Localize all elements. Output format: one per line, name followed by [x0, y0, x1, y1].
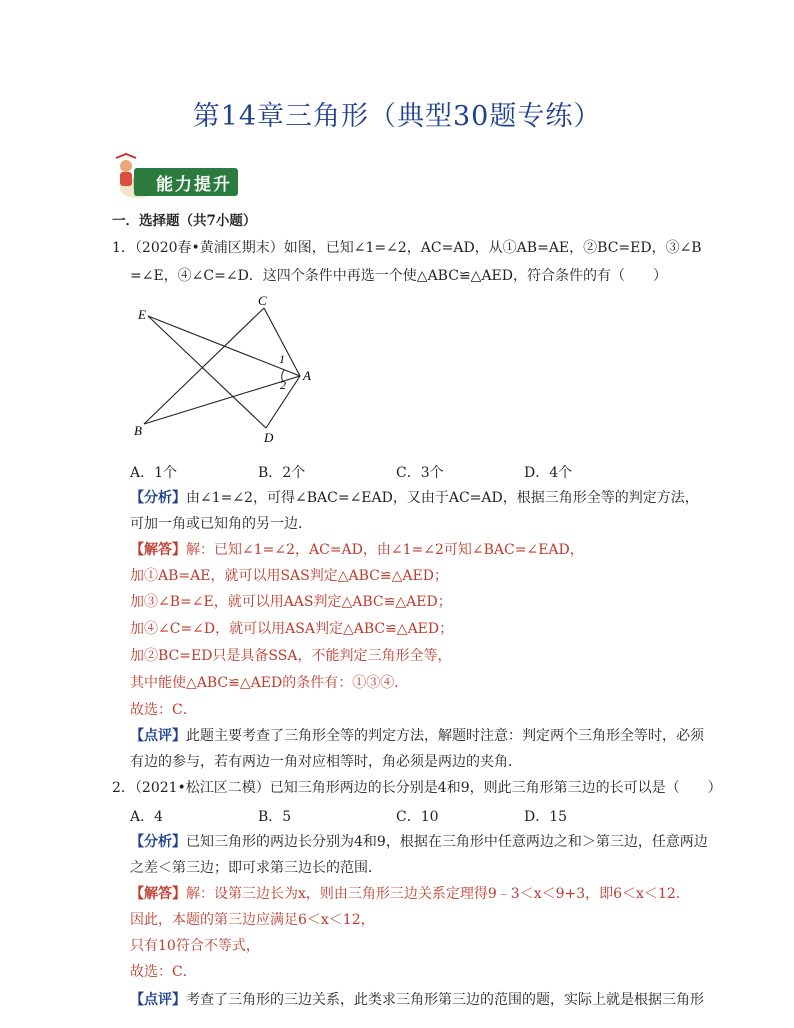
label-D: D [264, 430, 274, 445]
label-angle2: 2 [280, 378, 286, 392]
q2-option-a: A．4 [130, 809, 164, 825]
q1-analysis-line1: 【分析】由∠1=∠2，可得∠BAC=∠EAD，又由于AC=AD，根据三角形全等的判定方法， [130, 490, 699, 506]
q1-stem-line1: 1．（2020春•黄浦区期末）如图，已知∠1=∠2，AC=AD，从①AB=AE，②BC=ED，③∠B [112, 240, 702, 256]
analysis-tag: 【分析】 [130, 490, 186, 506]
q2-option-d: D．15 [524, 809, 568, 825]
q2-analysis-line1: 【分析】已知三角形的两边长分别为4和9，根据在三角形中任意两边之和＞第三边，任意两边 [130, 834, 708, 850]
badge-label: 能力提升 [156, 175, 232, 195]
q1-option-a: A．1个 [130, 465, 178, 481]
label-C: C [258, 293, 267, 308]
q1-option-c: C．3个 [396, 465, 444, 481]
comment-tag: 【点评】 [130, 728, 186, 744]
label-B: B [134, 423, 142, 438]
analysis-tag: 【分析】 [130, 834, 186, 850]
q2-answer-line1: 【解答】解：设第三边长为x，则由三角形三边关系定理得9﹣3＜x＜9+3，即6＜x＜12． [130, 886, 690, 902]
document-title: 第14章三角形（典型30题专练） [192, 101, 602, 132]
q2-stem: 2．（2021•松江区二模）已知三角形两边的长分别是4和9，则此三角形第三边的长可以是（ ） [112, 780, 722, 796]
q2-comment-line1: 【点评】考查了三角形的三边关系，此类求三角形第三边的范围的题，实际上就是根据三角形 [130, 992, 704, 1008]
q1-answer-line5: 加②BC=ED只是具备SSA，不能判定三角形全等， [130, 648, 452, 664]
q1-option-b: B．2个 [258, 465, 306, 481]
comment-tag: 【点评】 [130, 992, 186, 1008]
q1-answer-line4: 加④∠C=∠D，就可以用ASA判定△ABC≌△AED； [130, 621, 454, 637]
answer-tag: 【解答】 [130, 542, 186, 558]
q1-stem-line2: =∠E，④∠C=∠D．这四个条件中再选一个使△ABC≌△AED，符合条件的有（ ） [130, 268, 667, 284]
label-E: E [138, 307, 146, 322]
q2-answer-line4: 故选：C． [130, 964, 197, 980]
label-A: A [303, 368, 311, 383]
section-heading: 一．选择题（共7小题） [112, 213, 257, 229]
q2-answer-line2: 因此，本题的第三边应满足6＜x＜12， [130, 912, 375, 928]
q1-analysis-line2: 可加一角或已知角的另一边． [130, 516, 312, 532]
label-angle1: 1 [279, 352, 285, 366]
segment-BA [144, 376, 300, 424]
answer-tag: 【解答】 [130, 886, 186, 902]
q2-option-b: B．5 [258, 809, 292, 825]
q2-analysis-line2: 之差＜第三边；即可求第三边长的范围． [130, 860, 382, 876]
section-badge [112, 152, 240, 202]
segment-CB [144, 308, 264, 424]
q1-answer-line3: 加③∠B=∠E，就可以用AAS判定△ABC≌△AED； [130, 594, 452, 610]
q1-answer-line2: 加①AB=AE，就可以用SAS判定△ABC≌△AED； [130, 568, 448, 584]
segment-ED [148, 316, 266, 428]
q2-option-c: C．10 [396, 809, 439, 825]
q1-geometry-figure [132, 290, 322, 450]
q1-option-d: D．4个 [524, 465, 573, 481]
q1-answer-line7: 故选：C． [130, 702, 197, 718]
q1-comment-line2: 有边的参与，若有两边一角对应相等时，角必须是两边的夹角． [130, 754, 522, 770]
q1-comment-line1: 【点评】此题主要考查了三角形全等的判定方法，解题时注意：判定两个三角形全等时，必须 [130, 728, 704, 744]
q2-answer-line3: 只有10符合不等式， [130, 938, 260, 954]
q1-answer-line1: 【解答】解：已知∠1=∠2，AC=AD，由∠1=∠2可知∠BAC=∠EAD， [130, 542, 584, 558]
q1-answer-line6: 其中能使△ABC≌△AED的条件有：①③④． [130, 675, 409, 691]
